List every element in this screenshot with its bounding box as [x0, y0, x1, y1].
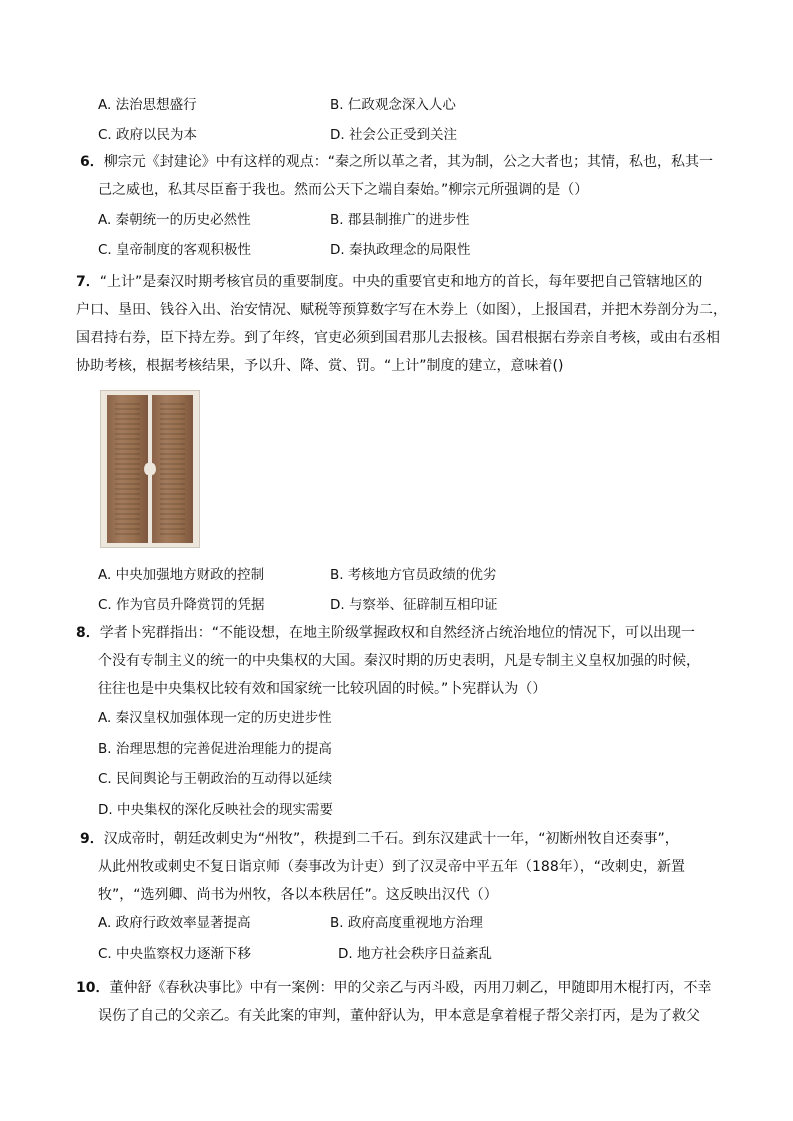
q8-option-d: D. 中央集权的深化反映社会的现实需要 [98, 802, 333, 818]
q7-text-1: “上计”是秦汉时期考核官员的重要制度。中央的重要官吏和地方的首长，每年要把自己管辖地区的 [99, 274, 703, 290]
q7-stem-line-2: 户口、垦田、钱谷入出、治安情况、赋税等预算数字写在木券上（如图），上报国君，并把木券剖分为二， [76, 302, 727, 318]
q8-text-1: 学者卜宪群指出：“不能设想，在地主阶级掌握政权和自然经济占统治地位的情况下，可以出现一 [99, 625, 696, 641]
q9-number: 9． [80, 831, 104, 847]
left-tally-slip [107, 395, 148, 543]
q9-stem-line-3: 牧”，“选列卿、尚书为州牧，各以本秩居任”。这反映出汉代（） [98, 887, 498, 903]
q9-option-d: D. 地方社会秩序日益紊乱 [338, 946, 492, 962]
q9-stem-line-2: 从此州牧或刺史不复日诣京师（奏事改为计吏）到了汉灵帝中平五年（188年），“改刺史，新置 [98, 859, 685, 875]
q8-stem-line-2: 个没有专制主义的统一的中央集权的大国。秦汉时期的历史表明，凡是专制主义皇权加强的时候， [98, 653, 700, 669]
q10-number: 10． [76, 980, 110, 996]
q7-stem-line-3: 国君持右券，臣下持左券。到了年终，官吏必须到国君那儿去报核。国君根据右券亲自考核，或由右丞相 [76, 330, 720, 346]
q5-option-d: D. 社会公正受到关注 [330, 127, 457, 143]
q7-number: 7． [76, 274, 100, 290]
q7-option-d: D. 与察举、征辟制互相印证 [330, 597, 498, 613]
wooden-tally-image [100, 390, 200, 548]
q8-option-c: C. 民间舆论与王朝政治的互动得以延续 [98, 771, 333, 787]
right-tally-slip [152, 395, 193, 543]
q8-option-b: B. 治理思想的完善促进治理能力的提高 [98, 741, 332, 757]
q6-option-b: B. 郡县制推广的进步性 [330, 212, 470, 228]
q7-stem-line-1 [76, 273, 702, 291]
q9-option-a: A. 政府行政效率显著提高 [98, 915, 251, 931]
q10-stem-line-2: 误伤了自己的父亲乙。有关此案的审判，董仲舒认为，甲本意是拿着棍子帮父亲打丙，是为了救父 [98, 1008, 700, 1024]
q10-stem-line-1 [76, 979, 711, 997]
q9-option-b: B. 政府高度重视地方治理 [330, 915, 483, 931]
q5-option-c: C. 政府以民为本 [98, 127, 198, 143]
q8-stem-line-3: 往往也是中央集权比较有效和国家统一比较巩固的时候。”卜宪群认为（） [98, 681, 547, 697]
q8-option-a: A. 秦汉皇权加强体现一定的历史进步性 [98, 710, 332, 726]
q6-stem-line-2: 己之威也，私其尽臣畜于我也。然而公天下之端自秦始。”柳宗元所强调的是（） [98, 182, 589, 198]
q6-option-c: C. 皇帝制度的客观积极性 [98, 242, 252, 258]
q9-text-1: 汉成帝时，朝廷改刺史为“州牧”，秩提到二千石。到东汉建武十一年，“初断州牧自还奏事”， [103, 831, 679, 847]
q8-number: 8． [76, 625, 100, 641]
q6-option-a: A. 秦朝统一的历史必然性 [98, 212, 251, 228]
q7-stem-line-4: 协助考核，根据考核结果，予以升、降、赏、罚。“上计”制度的建立，意味着() [76, 358, 564, 374]
q9-stem-line-1 [80, 830, 679, 848]
q9-option-c: C. 中央监察权力逐渐下移 [98, 946, 252, 962]
q8-stem-line-1 [76, 624, 695, 642]
q6-option-d: D. 秦执政理念的局限性 [330, 242, 471, 258]
q6-stem-line-1 [80, 153, 713, 171]
q6-number: 6． [80, 154, 104, 170]
q5-option-a: A. 法治思想盛行 [98, 97, 197, 113]
q5-option-b: B. 仁政观念深入人心 [330, 97, 456, 113]
q7-option-b: B. 考核地方官员政绩的优劣 [330, 567, 497, 583]
q6-text-1: 柳宗元《封建论》中有这样的观点：“秦之所以革之者，其为制，公之大者也；其情，私也，私其一 [103, 154, 714, 170]
q7-option-c: C. 作为官员升降赏罚的凭据 [98, 597, 265, 613]
q7-option-a: A. 中央加强地方财政的控制 [98, 567, 265, 583]
q10-text-1: 董仲舒《春秋决事比》中有一案例：甲的父亲乙与丙斗殴，丙用刀刺乙，甲随即用木棍打丙，不幸 [109, 980, 712, 996]
